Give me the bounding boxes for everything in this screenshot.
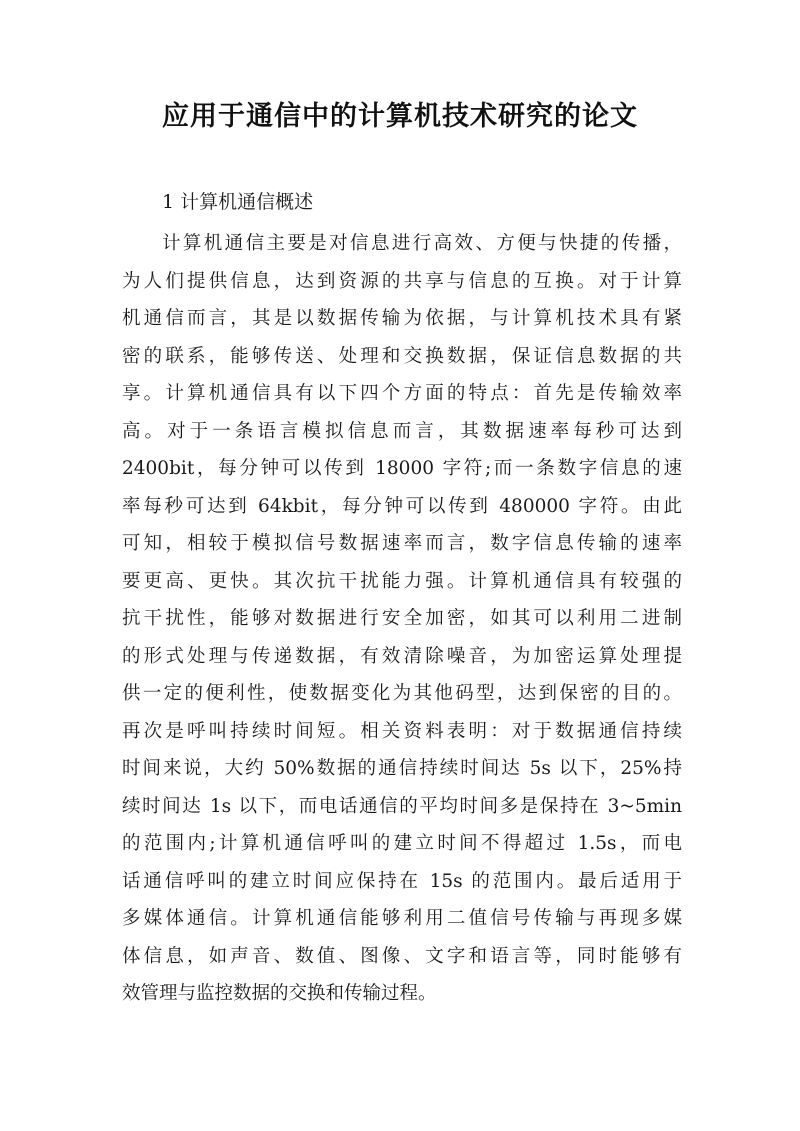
paragraph-line: 续时间达 1s 以下，而电话通信的平均时间多是保持在 3~5min (122, 795, 682, 817)
body-paragraph (122, 225, 682, 1013)
paragraph-line: 的形式处理与传递数据，有效清除噪音，为加密运算处理提 (122, 645, 682, 667)
paragraph-line: 供一定的便利性，使数据变化为其他码型，达到保密的目的。 (122, 683, 682, 704)
section-heading: 1 计算机通信概述 (162, 191, 314, 213)
paragraph-line: 时间来说，大约 50%数据的通信持续时间达 5s 以下，25%持 (122, 758, 682, 779)
paragraph-line: 密的联系，能够传送、处理和交换数据，保证信息数据的共 (122, 345, 682, 367)
paragraph-line: 体信息，如声音、数值、图像、文字和语言等，同时能够有 (122, 945, 682, 967)
paragraph-line: 享。计算机通信具有以下四个方面的特点：首先是传输效率 (122, 383, 682, 404)
paragraph-line: 的范围内;计算机通信呼叫的建立时间不得超过 1.5s，而电 (122, 833, 682, 854)
paragraph-line: 效管理与监控数据的交换和传输过程。 (122, 983, 437, 1004)
paragraph-line: 为人们提供信息，达到资源的共享与信息的互换。对于计算 (122, 270, 682, 292)
paragraph-line: 率每秒可达到 64kbit，每分钟可以传到 480000 字符。由此 (122, 495, 682, 517)
paragraph-line: 要更高、更快。其次抗干扰能力强。计算机通信具有较强的 (122, 570, 682, 592)
paragraph-line: 机通信而言，其是以数据传输为依据，与计算机技术具有紧 (122, 308, 682, 329)
paragraph-line: 计算机通信主要是对信息进行高效、方便与快捷的传播， (162, 233, 682, 254)
paragraph-line: 2400bit，每分钟可以传到 18000 字符;而一条数字信息的速 (122, 458, 682, 479)
paragraph-line: 多媒体通信。计算机通信能够利用二值信号传输与再现多媒 (122, 908, 682, 929)
paragraph-line: 话通信呼叫的建立时间应保持在 15s 的范围内。最后适用于 (122, 870, 682, 892)
paragraph-line: 再次是呼叫持续时间短。相关资料表明：对于数据通信持续 (122, 720, 682, 742)
paragraph-line: 可知，相较于模拟信号数据速率而言，数字信息传输的速率 (122, 533, 682, 554)
document-title: 应用于通信中的计算机技术研究的论文 (162, 101, 638, 132)
paragraph-line: 抗干扰性，能够对数据进行安全加密，如其可以利用二进制 (122, 608, 682, 629)
paragraph-line: 高。对于一条语言模拟信息而言，其数据速率每秒可达到 (122, 420, 682, 442)
